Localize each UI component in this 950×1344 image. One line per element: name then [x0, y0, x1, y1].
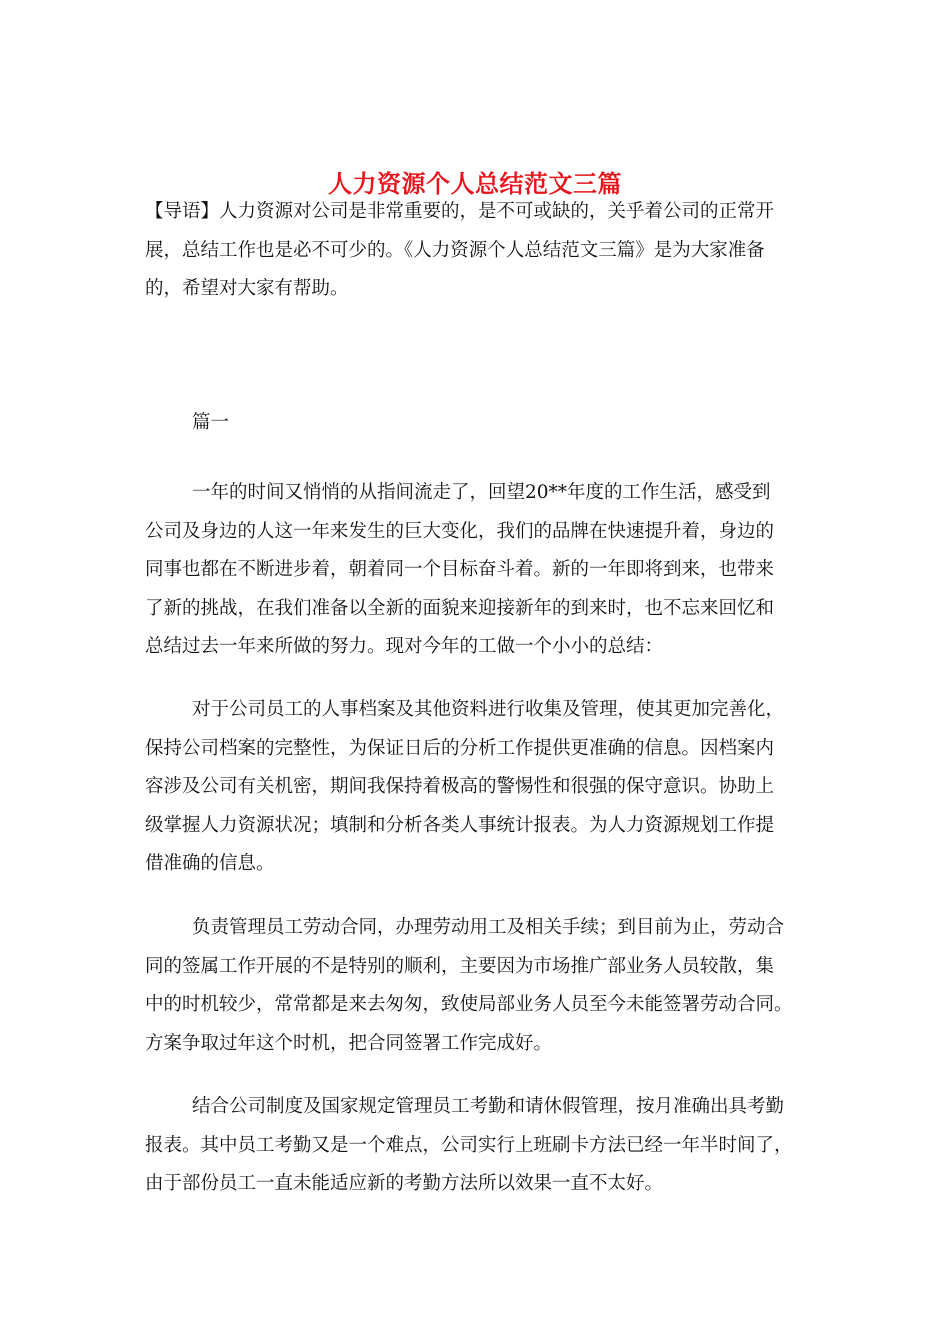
- paragraph-line: 中的时机较少，常常都是来去匆匆，致使局部业务人员至今未能签署劳动合同。: [145, 994, 793, 1015]
- paragraph-line: 公司及身边的人这一年来发生的巨大变化，我们的品牌在快速提升着，身边的: [145, 520, 775, 542]
- paragraph-line: 级掌握人力资源状况；填制和分析各类人事统计报表。为人力资源规划工作提: [145, 814, 775, 836]
- paragraph-line: 同的签属工作开展的不是特别的顺利，主要因为市场推广部业务人员较散，集: [145, 955, 775, 977]
- paragraph-line: 对于公司员工的人事档案及其他资料进行收集及管理，使其更加完善化，: [192, 699, 785, 720]
- section-heading-text: 篇一: [192, 412, 230, 433]
- paragraph-line: 同事也都在不断进步着，朝着同一个目标奋斗着。新的一年即将到来，也带来: [145, 559, 775, 580]
- intro-line: 的，希望对大家有帮助。: [145, 278, 349, 299]
- paragraph-line: 容涉及公司有关机密，期间我保持着极高的警惕性和很强的保守意识。协助上: [145, 776, 775, 797]
- paragraph-line: 结合公司制度及国家规定管理员工考勤和请休假管理，按月准确出具考勤: [192, 1096, 785, 1117]
- body-paragraph-2: [145, 691, 810, 884]
- body-paragraph-4: [145, 1088, 810, 1204]
- intro-line: 【导语】人力资源对公司是非常重要的，是不可或缺的，关乎着公司的正常开: [145, 201, 775, 222]
- section-heading: [145, 404, 810, 443]
- paragraph-line: 总结过去一年来所做的努力。现对今年的工做一个小小的总结：: [145, 636, 664, 657]
- intro-line: 展，总结工作也是必不可少的。《人力资源个人总结范文三篇》是为大家准备: [145, 239, 765, 261]
- body-paragraph-3: [145, 909, 810, 1063]
- paragraph-line: 了新的挑战，在我们准备以全新的面貌来迎接新年的到来时，也不忘来回忆和: [145, 597, 775, 619]
- paragraph-line: 借准确的信息。: [145, 853, 275, 874]
- paragraph-line: 负责管理员工劳动合同，办理劳动用工及相关手续；到目前为止，劳动合: [192, 917, 785, 938]
- paragraph-line: 方案争取过年这个时机，把合同签署工作完成好。: [145, 1032, 553, 1054]
- body-paragraph-1: [145, 474, 810, 667]
- document-title: 人力资源个人总结范文三篇: [328, 169, 622, 199]
- paragraph-line: 报表。其中员工考勤又是一个难点，公司实行上班刷卡方法已经一年半时间了，: [145, 1134, 793, 1156]
- paragraph-line: 一年的时间又悄悄的从指间流走了，回望20**年度的工作生活，感受到: [192, 482, 771, 503]
- paragraph-line: 由于部份员工一直未能适应新的考勤方法所以效果一直不太好。: [145, 1173, 664, 1194]
- paragraph-line: 保持公司档案的完整性，为保证日后的分析工作提供更准确的信息。因档案内: [145, 737, 775, 759]
- intro-paragraph: [145, 193, 810, 309]
